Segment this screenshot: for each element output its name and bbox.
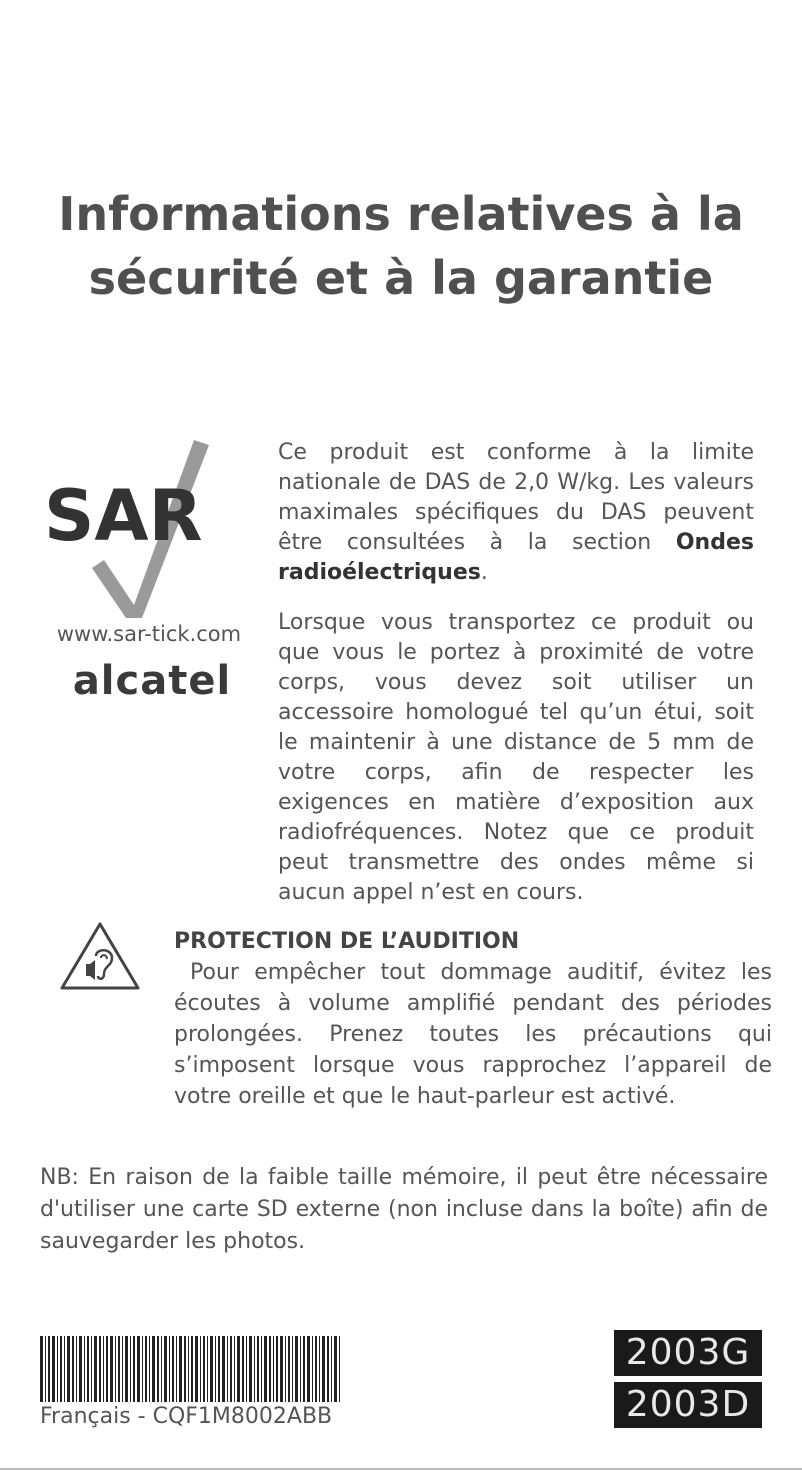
title-line-1: Informations relatives à la bbox=[58, 187, 744, 241]
hearing-protection-body: Pour empêcher tout dommage auditif, évitez les écoutes à volume amplifié pendant des périodes prolongées. Prenez toutes les précautions qui s’imposent lorsque vous rapprochez l’appareil de votre oreille et que le haut-parleur est activé. bbox=[174, 960, 772, 1109]
model-label-2: 2003D bbox=[614, 1382, 762, 1428]
sar-paragraph-1 bbox=[278, 438, 754, 588]
model-label-1: 2003G bbox=[614, 1330, 762, 1376]
sar-logo-text: SAR bbox=[44, 475, 203, 557]
ondes-radio-link: Ondes radioélectriques bbox=[278, 530, 754, 585]
page-title bbox=[40, 182, 762, 310]
bottom-divider bbox=[0, 1468, 802, 1470]
sar-url: www.sar-tick.com bbox=[56, 622, 242, 646]
alcatel-logo: alcatel bbox=[72, 658, 232, 704]
hearing-protection-title: PROTECTION DE L’AUDITION bbox=[174, 929, 520, 954]
barcode bbox=[40, 1336, 340, 1402]
hearing-protection-section bbox=[174, 926, 772, 1112]
language-code: Français - CQF1M8002ABB bbox=[40, 1404, 333, 1429]
hearing-warning-icon bbox=[58, 920, 142, 992]
sar-p1-text: Ce produit est conforme à la limite nationale de DAS de 2,0 W/kg. Les valeurs maximales spécifiques du DAS peuvent être consultées à la section bbox=[278, 440, 754, 555]
sar-tick-logo bbox=[44, 440, 244, 618]
sar-p1-end: . bbox=[480, 560, 488, 585]
title-line-2: sécurité et à la garantie bbox=[88, 251, 714, 305]
nb-note: NB: En raison de la faible taille mémoire, il peut être nécessaire d'utiliser une carte SD externe (non incluse dans la boîte) afin de sauvegarder les photos. bbox=[40, 1165, 768, 1254]
sar-paragraph-2: Lorsque vous transportez ce produit ou que vous le portez à proximité de votre corps, vous devez soit utiliser un accessoire homologué tel qu’un étui, soit le maintenir à une distance de 5 mm de votre corps, afin de respecter les exigences en matière d’exposition aux radiofréquences. Notez que ce produit peut transmettre des ondes même si aucun appel n’est en cours. bbox=[278, 610, 754, 905]
